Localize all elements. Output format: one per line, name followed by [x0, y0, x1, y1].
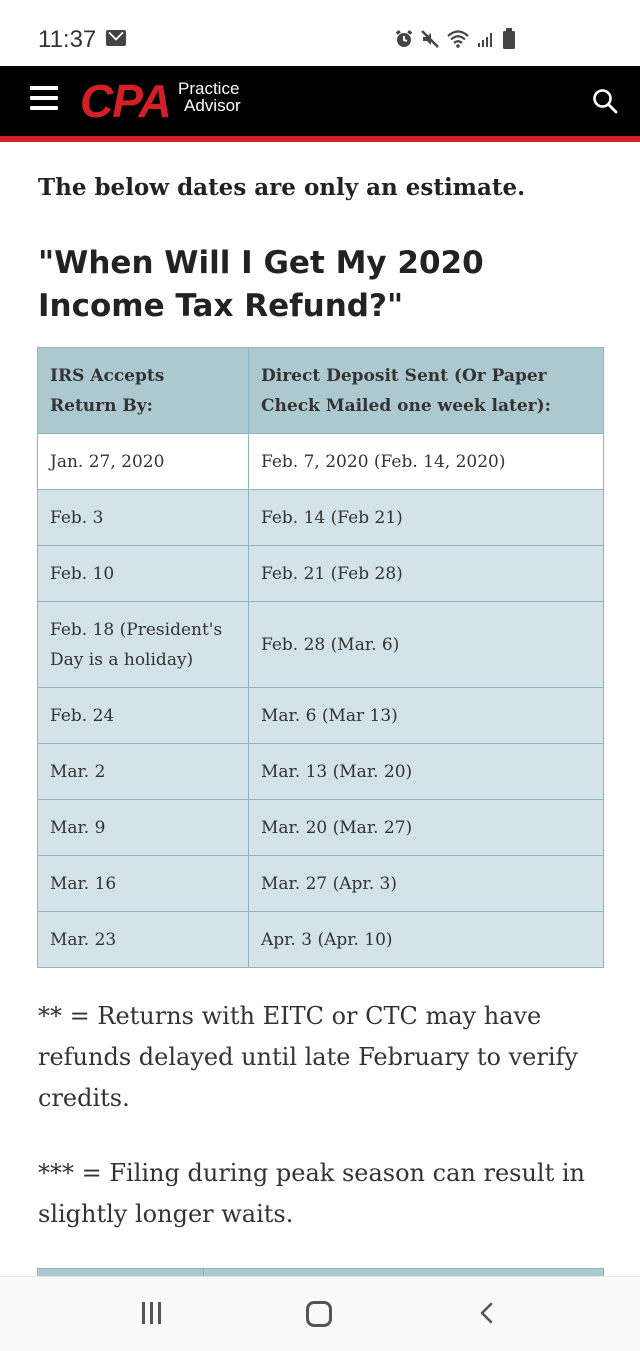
page-heading: "When Will I Get My 2020 Income Tax Refund?": [38, 245, 484, 324]
accepts-cell: Mar. 2: [38, 744, 249, 800]
table-row: [38, 546, 604, 602]
table-row: [38, 856, 604, 912]
deposit-cell: Feb. 14 (Feb 21): [249, 490, 604, 546]
accepts-cell: Feb. 10: [38, 546, 249, 602]
table-row: [38, 800, 604, 856]
table-header-row: [38, 348, 604, 434]
status-time: 11:37: [38, 26, 97, 53]
table-row: [38, 490, 604, 546]
table-row: [38, 602, 604, 688]
deposit-cell: Mar. 6 (Mar 13): [249, 688, 604, 744]
logo-subtitle[interactable]: [178, 80, 241, 114]
refund-schedule-table: [37, 347, 604, 968]
accepts-cell: Mar. 16: [38, 856, 249, 912]
deposit-cell: Feb. 21 (Feb 28): [249, 546, 604, 602]
battery-icon: [502, 28, 516, 50]
deposit-cell: Apr. 3 (Apr. 10): [249, 912, 604, 968]
logo-cpa[interactable]: CPA: [80, 75, 171, 127]
deposit-cell: Mar. 27 (Apr. 3): [249, 856, 604, 912]
header-accent-bar: [0, 136, 640, 142]
table-row: [38, 434, 604, 490]
accepts-cell: Feb. 24: [38, 688, 249, 744]
signal-icon: [476, 29, 496, 49]
peak-season-note: *** = Filing during peak season can result in slightly longer waits.: [38, 1159, 586, 1228]
deposit-cell: Mar. 20 (Mar. 27): [249, 800, 604, 856]
table-row: [38, 688, 604, 744]
accepts-cell: Feb. 18 (President's Day is a holiday): [38, 602, 249, 688]
recent-apps-icon[interactable]: [140, 1302, 164, 1324]
alarm-icon: [394, 29, 414, 49]
table-row: [38, 744, 604, 800]
hamburger-menu-icon[interactable]: [30, 86, 58, 110]
logo-practice: Practice: [178, 79, 240, 98]
logo-advisor: Advisor: [184, 96, 241, 115]
status-icons: [394, 28, 516, 50]
table-row: [38, 912, 604, 968]
status-bar: [0, 0, 640, 66]
back-icon[interactable]: [478, 1302, 494, 1324]
accepts-cell: Mar. 23: [38, 912, 249, 968]
mute-icon: [420, 29, 440, 49]
home-icon[interactable]: [306, 1301, 332, 1327]
accepts-cell: Mar. 9: [38, 800, 249, 856]
column-header-accepts: IRS Accepts Return By:: [38, 348, 249, 434]
eitc-ctc-note: ** = Returns with EITC or CTC may have refunds delayed until late February to verify credits.: [38, 1002, 578, 1112]
intro-text: The below dates are only an estimate.: [38, 174, 526, 201]
accepts-cell: Jan. 27, 2020: [38, 434, 249, 490]
search-icon[interactable]: [592, 88, 618, 114]
column-header-deposit: Direct Deposit Sent (Or Paper Check Mailed one week later):: [249, 348, 604, 434]
mail-icon: [106, 30, 126, 46]
deposit-cell: Feb. 7, 2020 (Feb. 14, 2020): [249, 434, 604, 490]
wifi-icon: [446, 29, 470, 49]
accepts-cell: Feb. 3: [38, 490, 249, 546]
deposit-cell: Feb. 28 (Mar. 6): [249, 602, 604, 688]
deposit-cell: Mar. 13 (Mar. 20): [249, 744, 604, 800]
